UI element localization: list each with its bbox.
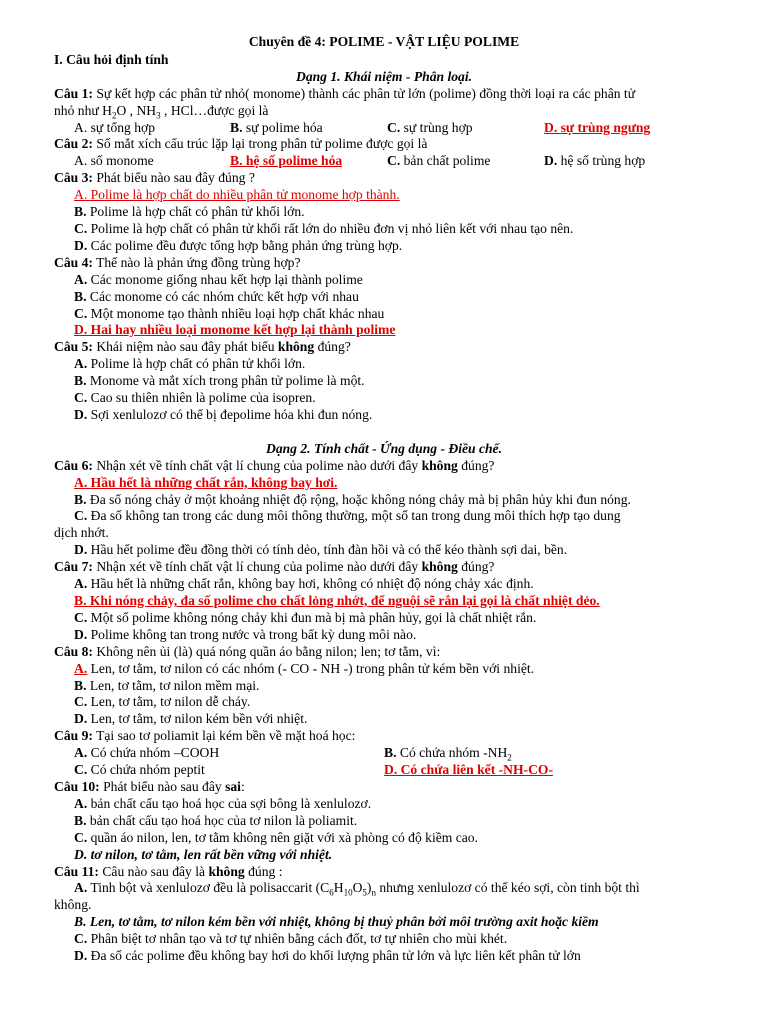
option-a: A. Hầu hết là những chất rắn, không bay hơi, không có nhiệt độ nóng chảy xác định.: [74, 576, 534, 592]
question-2: Câu 2: Số mắt xích cấu trúc lặp lại trong phân tử polime được gọi là: [54, 136, 428, 152]
page-title: Chuyên đề 4: POLIME - VẬT LIỆU POLIME: [248, 34, 520, 49]
option-a-answer: A. Hầu hết là những chất rắn, không bay hơi.: [74, 474, 338, 490]
option-c: C. Polime là hợp chất có phân tử khối rất lớn do nhiều đơn vị nhỏ liên kết với nhau tạo nên.: [74, 220, 574, 236]
question-2-options: [54, 153, 714, 170]
option-a: A. Tinh bột và xenlulozơ đều là polisaccarit $(C_6H_{10}O_5)_n$ nhưng xenlulozơ có thể kéo sợi, còn tinh bột thì: [74, 880, 640, 899]
question-9-options-row2: [54, 762, 714, 779]
question-6: Câu 6: Nhận xét về tính chất vật lí chung của polime nào dưới đây không đúng?: [54, 457, 495, 473]
option-a: A. Có chứa nhóm –COOH: [74, 745, 220, 761]
option-d: D. hệ số trùng hợp: [544, 153, 646, 169]
option-c: C. sự trùng hợp: [387, 119, 473, 135]
option-b: B. Monome và mắt xích trong phân tử polime là một.: [74, 373, 365, 389]
option-c-cont: dịch nhớt.: [54, 525, 109, 541]
option-c: C. Một monome tạo thành nhiều loại hợp chất khác nhau: [74, 305, 385, 321]
question-1-options: [54, 120, 714, 137]
option-a-answer: A. Len, tơ tằm, tơ nilon có các nhóm (- CO - NH -) trong phân tử kém bền với nhiệt.: [74, 660, 535, 676]
option-a: A. số monome: [74, 153, 154, 169]
option-b: B. Len, tơ tằm, tơ nilon mềm mại.: [74, 677, 260, 693]
subsection-heading-1: Dạng 1. Khái niệm - Phân loại.: [296, 68, 472, 84]
option-c: C. Một số polime không nóng chảy khi đun mà bị mà phân hủy, gọi là chất nhiệt rắn.: [74, 609, 537, 625]
option-b-answer: B. hệ số polime hóa: [230, 153, 343, 169]
question-8: Câu 8: Không nên ủi (là) quá nóng quần áo bằng nilon; len; tơ tằm, vì:: [54, 643, 441, 659]
option-b: B. bản chất cấu tạo hoá học của tơ nilon là poliamit.: [74, 812, 358, 828]
option-b: B. sự polime hóa: [230, 119, 323, 135]
option-d: D. Len, tơ tằm, tơ nilon kém bền với nhiệt.: [74, 711, 308, 727]
question-3: Câu 3: Phát biểu nào sau đây đúng ?: [54, 170, 255, 186]
option-d: D. Các polime đều được tổng hợp bằng phản ứng trùng hợp.: [74, 237, 403, 253]
option-a-cont: không.: [54, 897, 92, 913]
option-d: D. Polime không tan trong nước và trong bất kỳ dung môi nào.: [74, 626, 417, 642]
option-d: D. Đa số các polime đều không bay hơi do khối lượng phân tử lớn và lực liên kết phân tử lớn: [74, 948, 581, 964]
option-a: A. bản chất cấu tạo hoá học của sợi bông là xenlulozơ.: [74, 795, 372, 811]
question-5: Câu 5: Khái niệm nào sau đây phát biểu không đúng?: [54, 339, 351, 355]
option-b: B. Các monome có các nhóm chức kết hợp với nhau: [74, 288, 359, 304]
option-b-answer: B. Khi nóng chảy, đa số polime cho chất lỏng nhớt, để nguội sẽ rắn lại gọi là chất nhiệt dẻo.: [74, 593, 600, 608]
question-9: Câu 9: Tại sao tơ poliamit lại kém bền về mặt hoá học:: [54, 728, 356, 744]
question-10: Câu 10: Phát biểu nào sau đây sai:: [54, 778, 245, 794]
option-d-answer: D. tơ nilon, tơ tằm, len rất bền vững với nhiệt.: [74, 846, 333, 862]
option-a: A. Các monome giống nhau kết hợp lại thành polime: [74, 271, 363, 287]
section-heading: I. Câu hỏi định tính: [54, 51, 169, 67]
subsection-heading-2: Dạng 2. Tính chất - Ứng dụng - Điều chế.: [266, 440, 502, 456]
question-9-options-row1: [54, 745, 714, 762]
option-c: C. Len, tơ tằm, tơ nilon dễ cháy.: [74, 694, 251, 710]
option-d-answer: D. Hai hay nhiều loại monome kết hợp lại thành polime: [74, 322, 396, 338]
option-d: D. Sợi xenlulozơ có thể bị đepolime hóa khi đun nóng.: [74, 406, 373, 422]
question-4: Câu 4: Thế nào là phản ứng đồng trùng hợp?: [54, 254, 301, 270]
option-b-answer: B. Len, tơ tằm, tơ nilon kém bền với nhiệt, không bị thuỷ phân bởi môi trường axit hoặc kiềm: [74, 914, 599, 930]
question-11: Câu 11: Câu nào sau đây là không đúng :: [54, 863, 283, 879]
option-c: C. Cao su thiên nhiên là polime của isopren.: [74, 390, 316, 406]
option-d-answer: D. Có chứa liên kết -NH-CO-: [384, 762, 553, 778]
option-d-answer: D. sự trùng ngưng: [544, 119, 651, 135]
option-b: B. Đa số nóng chảy ở một khoảng nhiệt độ rộng, hoặc không nóng chảy mà bị phân hủy khi đun nóng.: [74, 491, 631, 507]
option-c: C. Phân biệt tơ nhân tạo và tơ tự nhiên bằng cách đốt, tơ tự nhiên cho mùi khét.: [74, 931, 508, 947]
option-c: C. Đa số không tan trong các dung môi thông thường, một số tan trong dung môi thích hợp tạo dung: [74, 508, 621, 524]
option-a: A. Polime là hợp chất có phân tử khối lớn.: [74, 356, 306, 372]
option-b: B. Polime là hợp chất có phân tử khối lớn.: [74, 204, 305, 220]
question-1-cont: nhỏ như $H_2O$ , $NH_3$ , HCl…được gọi là: [54, 102, 269, 121]
option-c: C. Có chứa nhóm peptit: [74, 762, 205, 778]
option-a: A. sự tổng hợp: [74, 119, 156, 135]
option-c: C. bản chất polime: [387, 153, 491, 169]
option-a-answer: A. Polime là hợp chất do nhiều phân tử monome hợp thành.: [74, 187, 400, 203]
option-b: B. Có chứa nhóm $-NH_2$: [384, 745, 512, 763]
question-7: Câu 7: Nhận xét về tính chất vật lí chung của polime nào dưới đây không đúng?: [54, 559, 495, 575]
question-1: Câu 1: Sự kết hợp các phân tử nhỏ( monome) thành các phân tử lớn (polime) đồng thời loại ra các phân tử: [54, 85, 636, 101]
option-c: C. quần áo nilon, len, tơ tằm không nên giặt với xà phòng có độ kiềm cao.: [74, 829, 478, 845]
option-d: D. Hầu hết polime đều đồng thời có tính dẻo, tính đàn hồi và có thể kéo thành sợi dai, bền.: [74, 542, 568, 558]
